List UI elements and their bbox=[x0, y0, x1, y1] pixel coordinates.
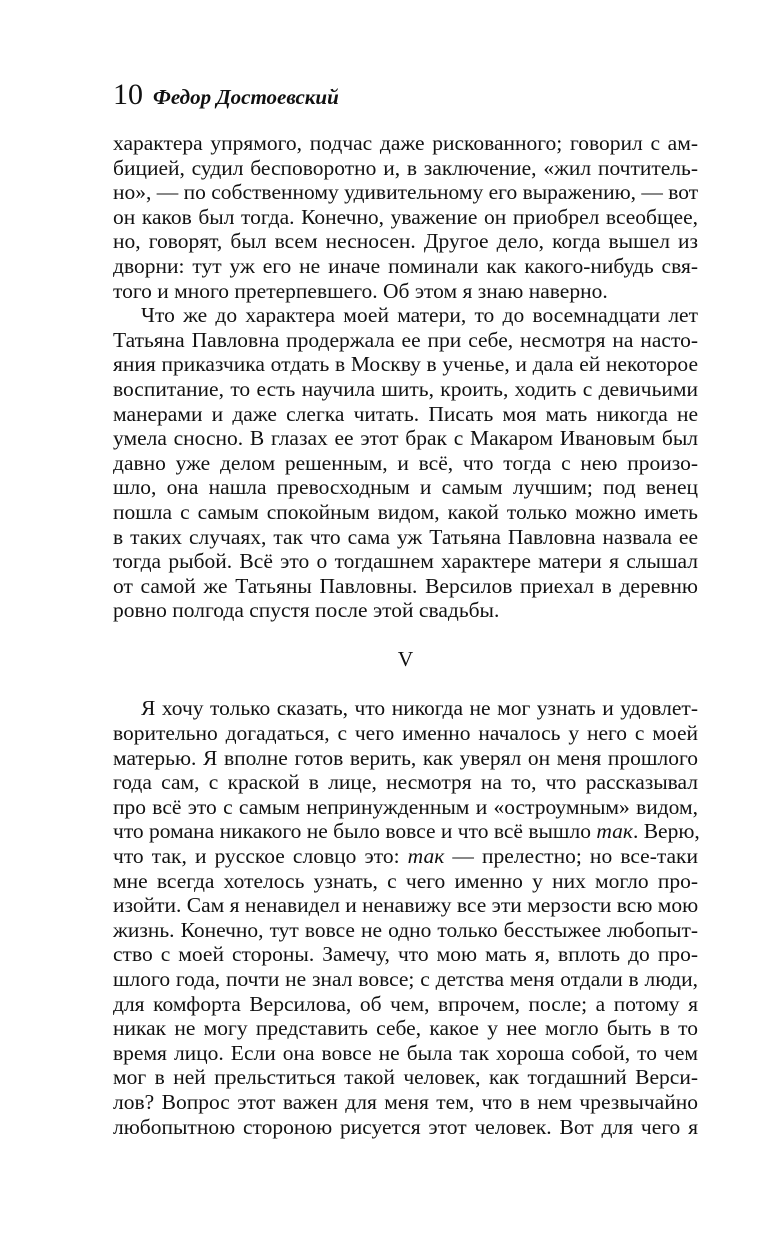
text-line: время лицо. Если она вовсе не была так хороша собой, то чем bbox=[113, 1040, 698, 1065]
text-line: для комфорта Версилова, об чем, впрочем, после; а потому я bbox=[113, 991, 698, 1016]
text-line bbox=[113, 819, 698, 844]
text-line: шло, она нашла превосходным и самым лучшим; под венец bbox=[113, 475, 698, 500]
text-line: но», — по собственному удивительному его выражению, — вот bbox=[113, 180, 699, 205]
text-line: манерами и даже слегка читать. Писать моя мать никогда не bbox=[113, 401, 698, 426]
text-line: шлого года, почти не знал вовсе; с детства меня отдали в люди, bbox=[113, 967, 698, 991]
text-line: умела сносно. В глазах ее этот брак с Макаром Ивановым был bbox=[113, 426, 698, 451]
running-header bbox=[113, 78, 339, 112]
chapter-heading: V bbox=[397, 646, 414, 671]
text-line: матерью. Я вполне готов верить, как уверял он меня прошлого bbox=[113, 745, 698, 770]
text-line: жизнь. Конечно, тут вовсе не одно только бесстыжее любопыт- bbox=[113, 917, 698, 942]
text-line: воспитание, то есть научила шить, кроить, ходить с девичьими bbox=[113, 376, 698, 401]
text-line: года сам, с краской в лице, несмотря на то, что рассказывал bbox=[113, 770, 698, 795]
text-line: но, говорят, был всем несносен. Другое дело, когда вышел из bbox=[113, 229, 698, 254]
text-line: никак не могу представить себе, какое у нее могло быть в то bbox=[113, 1016, 698, 1041]
text-line: Что же до характера моей матери, то до восемнадцати лет bbox=[141, 303, 698, 328]
page-number: 10 bbox=[113, 78, 143, 111]
text-line: дворни: тут уж его не иначе поминали как какого-нибудь свя- bbox=[113, 253, 698, 278]
text-line: мог в ней прельститься такой человек, как тогдашний Верси- bbox=[113, 1065, 698, 1090]
page-body bbox=[113, 131, 698, 1139]
text-run: что романа никакого не было вовсе и что всё вышло bbox=[113, 819, 597, 844]
italic-word: так bbox=[407, 844, 445, 869]
text-line: того и много претерпевшего. Об этом я знаю наверно. bbox=[113, 278, 608, 303]
paragraph-3 bbox=[113, 696, 698, 1139]
italic-word: так bbox=[596, 819, 633, 844]
text-line bbox=[113, 844, 698, 869]
paragraph-2 bbox=[113, 303, 698, 623]
text-line: мне всегда хотелось узнать, с чего именно у них могло про- bbox=[113, 868, 698, 893]
text-run: . Верю, bbox=[632, 819, 700, 844]
text-line: в таких случаях, так что сама уж Татьяна Павловна назвала ее bbox=[113, 524, 698, 549]
text-line: бицией, судил бесповоротно и, в заключение, «жил почтитель- bbox=[113, 155, 698, 180]
text-line: любопытною стороною рисуется этот человек. Вот для чего я bbox=[113, 1114, 698, 1139]
text-line: пошла с самым спокойным видом, какой только можно иметь bbox=[113, 499, 698, 524]
text-line: ворительно догадаться, с чего именно началось у него с моей bbox=[113, 721, 698, 746]
text-line: Татьяна Павловна продержала ее при себе, несмотря на насто- bbox=[113, 327, 698, 352]
text-line: Я хочу только сказать, что никогда не мог узнать и удовлет- bbox=[141, 696, 698, 721]
text-line: давно уже делом решенным, и всё, что тогда с нею произо- bbox=[113, 450, 698, 475]
text-line: от самой же Татьяны Павловны. Версилов приехал в деревню bbox=[113, 573, 698, 598]
text-line: яния приказчика отдать в Москву в ученье, и дала ей некоторое bbox=[113, 352, 698, 377]
paragraph-1 bbox=[113, 131, 698, 303]
text-run: что так, и русское словцо это: bbox=[113, 844, 408, 869]
text-line: ровно полгода спустя после этой свадьбы. bbox=[113, 598, 500, 623]
running-title: Федор Достоевский bbox=[153, 85, 339, 109]
text-line: тогда рыбой. Всё это о тогдашнем характере матери я слышал bbox=[113, 549, 698, 574]
text-line: характера упрямого, подчас даже рискованного; говорил с ам- bbox=[113, 131, 698, 155]
text-run: — прелестно; но все-таки bbox=[444, 844, 699, 869]
text-line: про всё это с самым непринужденным и «остроумным» видом, bbox=[113, 794, 698, 819]
text-line: лов? Вопрос этот важен для меня тем, что в нем чрезвычайно bbox=[113, 1089, 698, 1114]
text-line: изойти. Сам я ненавидел и ненавижу все эти мерзости всю мою bbox=[113, 893, 699, 918]
text-line: ство с моей стороны. Замечу, что мою мать я, вплоть до про- bbox=[113, 942, 698, 967]
text-line: он каков был тогда. Конечно, уважение он приобрел всеобщее, bbox=[113, 204, 698, 229]
